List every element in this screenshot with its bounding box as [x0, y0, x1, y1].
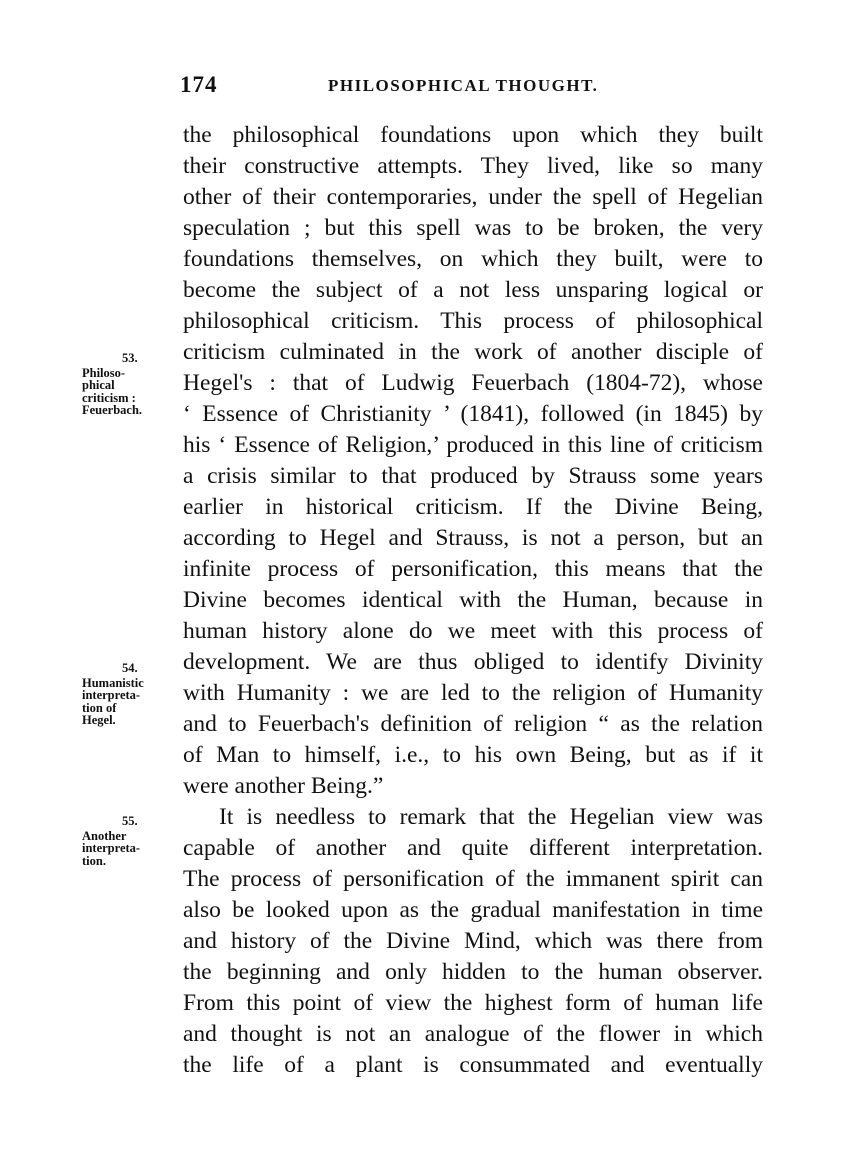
text-line: the beginning and only hidden to the human observer.	[183, 959, 763, 985]
text-line: also be looked upon as the gradual manifestation in time	[183, 897, 763, 923]
margin-note-54	[82, 662, 177, 727]
margin-note-number: 54.	[122, 661, 138, 675]
text-line: Hegel's : that of Ludwig Feuerbach (1804-72), whose	[183, 370, 763, 396]
text-line: of Man to himself, i.e., to his own Being, but as if it	[183, 742, 763, 768]
margin-note-text: Philoso- phical criticism : Feuerbach.	[82, 365, 143, 417]
page-header	[180, 72, 760, 104]
text-line: their constructive attempts. They lived, like so many	[183, 153, 763, 179]
text-line: criticism culminated in the work of another disciple of	[183, 339, 763, 365]
text-line: according to Hegel and Strauss, is not a person, but an	[183, 525, 763, 551]
text-line: development. We are thus obliged to identify Divinity	[183, 649, 763, 675]
text-line: the life of a plant is consummated and eventually	[183, 1052, 763, 1078]
margin-note-number: 53.	[122, 351, 138, 365]
text-line: his ‘ Essence of Religion,’ produced in this line of criticism	[183, 432, 763, 458]
text-line: the philosophical foundations upon which they built	[183, 122, 763, 148]
margin-note-53	[82, 352, 177, 417]
text-line: earlier in historical criticism. If the Divine Being,	[183, 494, 763, 520]
text-line: with Humanity : we are led to the religion of Humanity	[183, 680, 763, 706]
text-line: other of their contemporaries, under the spell of Hegelian	[183, 184, 763, 210]
margin-note-text: Humanistic interpreta- tion of Hegel.	[82, 675, 144, 727]
text-line: human history alone do we meet with this process of	[183, 618, 763, 644]
text-line: and thought is not an analogue of the flower in which	[183, 1021, 763, 1047]
text-line: a crisis similar to that produced by Strauss some years	[183, 463, 763, 489]
margin-note-text: Another interpreta- tion.	[82, 828, 141, 868]
page-number: 174	[180, 72, 218, 97]
text-line: become the subject of a not less unsparing logical or	[183, 277, 763, 303]
text-line: philosophical criticism. This process of philosophical	[183, 308, 763, 334]
text-line: foundations themselves, on which they built, were to	[183, 246, 763, 272]
text-line: capable of another and quite different interpretation.	[183, 835, 763, 861]
text-line: From this point of view the highest form of human life	[183, 990, 763, 1016]
text-line: Divine becomes identical with the Human, because in	[183, 587, 763, 613]
text-line: ‘ Essence of Christianity ’ (1841), followed (in 1845) by	[183, 401, 763, 427]
text-line: were another Being.”	[183, 773, 384, 799]
text-line: infinite process of personification, this means that the	[183, 556, 763, 582]
body-text	[183, 120, 763, 1081]
text-line: It is needless to remark that the Hegelian view was	[219, 804, 763, 830]
margin-note-55	[82, 815, 177, 867]
text-line: speculation ; but this spell was to be broken, the very	[183, 215, 763, 241]
running-head: PHILOSOPHICAL THOUGHT.	[328, 76, 599, 95]
text-line: and to Feuerbach's definition of religion “ as the relation	[183, 711, 763, 737]
margin-note-number: 55.	[122, 814, 138, 828]
text-line: and history of the Divine Mind, which was there from	[183, 928, 763, 954]
text-line: The process of personification of the immanent spirit can	[183, 866, 763, 892]
